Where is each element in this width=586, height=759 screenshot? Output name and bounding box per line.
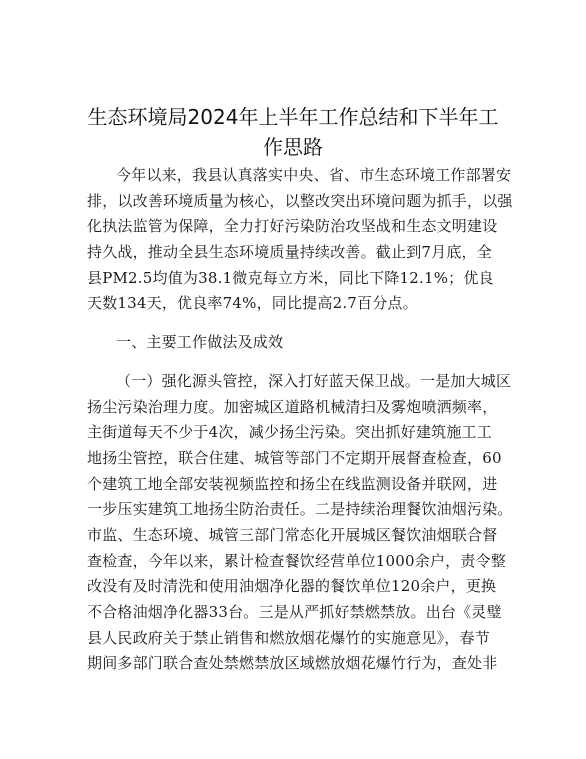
document-body <box>87 163 513 677</box>
paragraph-line: 主街道每天不少于4次，减少扬尘污染。突出抓好建筑施工工 <box>87 423 492 442</box>
title-line: 作思路 <box>263 135 323 159</box>
document-title <box>80 102 506 162</box>
section-paragraph <box>87 369 513 677</box>
paragraph-line: 一步压实建筑工地扬尘防治责任。二是持续治理餐饮油烟污染。 <box>87 500 513 519</box>
paragraph-line: 期间多部门联合查处禁燃禁放区域燃放烟花爆竹行为，查处非 <box>87 654 498 673</box>
paragraph-line: 县人民政府关于禁止销售和燃放烟花爆竹的实施意见》，春节 <box>87 628 490 647</box>
paragraph-line: 今年以来，我县认真落实中央、省、市生态环境工作部署安 <box>116 166 512 184</box>
paragraph-line: 持久战，推动全县生态环境质量持续改善。截止到7月底，全 <box>87 243 492 262</box>
paragraph-line: 扬尘污染治理力度。加密城区道路机械清扫及雾炮喷洒频率， <box>87 397 498 416</box>
paragraph-line: 不合格油烟净化器33台。三是从严抓好禁燃禁放。出台《灵璧 <box>87 603 502 621</box>
paragraph-line: 化执法监管为保障，全力打好污染防治攻坚战和生态文明建设 <box>87 217 498 236</box>
paragraph-line: （一）强化源头管控，深入打好蓝天保卫战。一是加大城区 <box>116 371 512 390</box>
paragraph-line: 查检查，今年以来，累计检查餐饮经营单位1000余户，责令整 <box>87 551 506 570</box>
paragraph-line: 天数134天，优良率74%，同比提高2.7百分点。 <box>87 294 418 313</box>
paragraph-line: 地扬尘管控，联合住建、城管等部门不定期开展督查检查，60 <box>87 448 502 467</box>
paragraph-gap <box>87 317 507 330</box>
title-line: 生态环境局2024年上半年工作总结和下半年工 <box>87 105 499 129</box>
paragraph-gap <box>87 356 507 369</box>
paragraph-line: 个建筑工地全部安装视频监控和扬尘在线监测设备并联网，进 <box>87 474 498 493</box>
paragraph-line: 县PM2.5均值为38.1微克每立方米，同比下降12.1%；优良 <box>87 268 494 287</box>
paragraph-line: 市监、生态环境、城管三部门常态化开展城区餐饮油烟联合督 <box>87 525 498 544</box>
intro-paragraph <box>87 163 513 317</box>
paragraph-line: 改没有及时清洗和使用油烟净化器的餐饮单位120余户，更换 <box>87 577 497 596</box>
section-heading: 一、主要工作做法及成效 <box>116 333 284 352</box>
paragraph-line: 排，以改善环境质量为核心，以整改突出环境问题为抓手，以强 <box>87 191 513 210</box>
